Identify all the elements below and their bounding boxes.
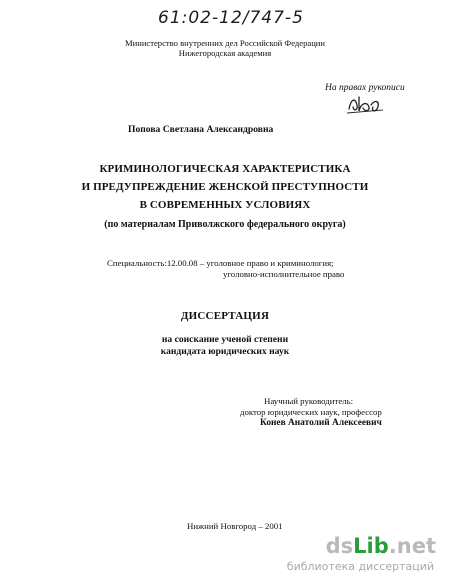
specialty-code: 12.00.08 – уголовное право и криминология; [166,258,334,268]
title-line-3: В СОВРЕМЕННЫХ УСЛОВИЯХ [139,199,311,211]
watermark-logo-ds: ds [325,534,354,558]
supervisor-credentials: доктор юридических наук, профессор [240,407,382,417]
dissertation-subtitle: (по материалам Приволжского федерального округа) [104,219,346,230]
dissertation-title [0,160,450,214]
watermark-logo [326,534,436,558]
footer-city-year: Нижний Новгород – 2001 [187,521,283,531]
supervisor-name: Конев Анатолий Алексеевич [260,418,382,428]
watermark-logo-net: .net [388,534,436,558]
author-name: Попова Светлана Александровна [128,124,274,135]
manuscript-note: На правах рукописи [325,83,405,93]
signature [345,93,385,117]
supervisor-label: Научный руководитель: [264,396,354,406]
ministry-header [0,38,450,58]
title-line-2: И ПРЕДУПРЕЖДЕНИЕ ЖЕНСКОЙ ПРЕСТУПНОСТИ [81,181,369,193]
specialty-block [107,258,427,280]
ministry-line-1: Министерство внутренних дел Российской Федерации [124,38,325,48]
degree-block [0,334,450,358]
watermark-logo-lib: Lib [353,534,389,558]
specialty-line-2: уголовно-исполнительное право [223,269,345,279]
ministry-line-2: Нижегородская академия [178,48,272,58]
handwritten-archive-number: 61:02-12/747-5 [158,8,304,28]
watermark-subtitle: библиотека диссертаций [286,560,434,573]
degree-line-2: кандидата юридических наук [160,346,290,357]
degree-line-1: на соискание ученой степени [161,334,289,345]
specialty-label: Специальность: [107,258,167,268]
watermark [0,534,450,582]
specialty-line-1 [107,258,427,269]
title-line-1: КРИМИНОЛОГИЧЕСКАЯ ХАРАКТЕРИСТИКА [99,163,351,175]
supervisor-block [240,396,440,429]
document-type: ДИССЕРТАЦИЯ [180,310,270,322]
